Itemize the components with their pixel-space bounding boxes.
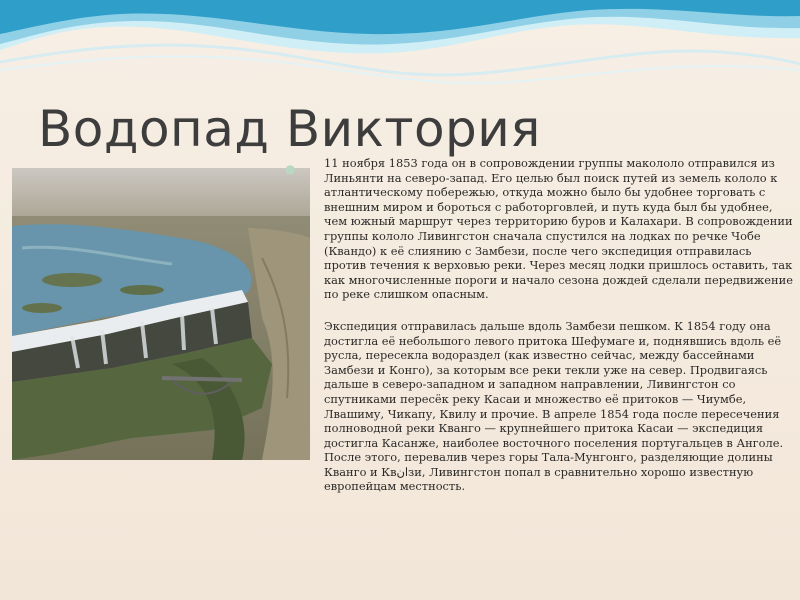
paragraph-2: Экспедиция отправилась дальше вдоль Замбези пешком. К 1854 году она достигла её небольшого левого притока Шефумаге и, поднявшись вдоль её русла, пересекла водораздел (как известно сейчас, между бассейнами Замбези и Конго), за которым все реки текли уже на север. Продвигаясь дальше в северо-западном и западном направлении, Ливингстон со спутниками пересёк реку Касаи и множество её притоков — Чиумбе, Лвашиму, Чикапу, Квилу и прочие. В апреле 1854 года после пересечения полноводной реки Кванго — крупнейшего притока Касаи — экспедиция достигла Касанже, наиболее восточного поселения португальцев в Анголе. После этого, перевалив через горы Тала-Мунгонго, разделяющие долины Кванго и Квانзи, Ливингстон попал в сравнительно хорошо известную европейцам местность. bbox=[324, 318, 784, 494]
decorative-waves bbox=[0, 0, 800, 95]
victoria-falls-photo bbox=[12, 168, 310, 460]
bullet-dot-icon: ● bbox=[285, 162, 296, 176]
paragraph-1: 11 ноября 1853 года он в сопровождении группы макололо отправился из Линьянти на северо-запад. Его целью был поиск путей из земель кололо к атлантическому побережью, откуда можно было бы удобнее торговать с внешним миром и бороться с работорговлей, и путь куда был бы удобнее, чем южный маршрут через территорию буров и Калахари. В сопровождении группы кололо Ливингстон сначала спустился на лодках по речке Чобе (Квандо) к её слиянию с Замбези, после чего экспедиция отправилась против течения к верховью реки. Через месяц лодки пришлось оставить, так как многочисленные пороги и начало сезона дождей сделали передвижение по реке слишком опасным. bbox=[324, 156, 793, 302]
slide-title: Водопад Виктория bbox=[38, 100, 541, 158]
aerial-waterfall-illustration bbox=[12, 168, 310, 460]
body-text bbox=[324, 156, 794, 511]
